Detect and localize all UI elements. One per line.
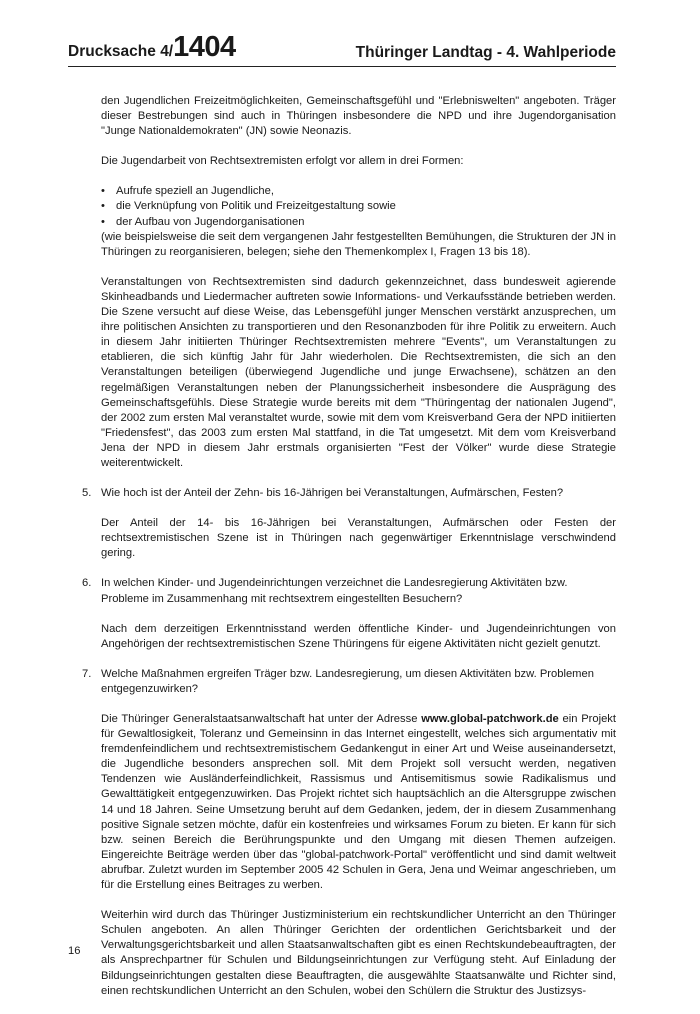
paragraph-forms: Die Jugendarbeit von Rechtsextremisten erfolgt vor allem in drei Formen: bbox=[101, 155, 464, 168]
paragraph-intro: den Jugendlichen Freizeitmöglichkeiten, Gemeinschaftsgefühl und "Erlebniswelten" angeboten. Träger dieser Bestrebungen sind auch in Thüringen insbesondere die NPD und ihre Jugendorganisation "Junge Nationaldemokraten" (JN) sowie Neonazis. bbox=[101, 95, 616, 138]
list-item: • die Verknüpfung von Politik und Freizeitgestaltung sowie bbox=[101, 199, 616, 214]
paragraph-events: Veranstaltungen von Rechtsextremisten sind dadurch gekennzeichnet, dass bundesweit agierende Skinheadbands und Liedermacher auftreten sowie Informations- und Verkaufsstände betrieben werden. Die Szene versucht auf diese Weise, das Lebensgefühl junger Menschen verstärkt anzusprechen, um ihre politischen Ansichten zu transportieren und den Resonanzboden für ihre Politik zu erweitern. Auch in diesem Jahr initiierten Thüringer Rechtsextremisten mehrere "Events", um Veranstaltungen zu etablieren, die sich künftig Jahr für Jahr wiederholen. Die Rechtsextremisten, die sich an den Veranstaltungen beteiligen (überwiegend Jugendliche und junge Erwachsene), schätzen an den regelmäßigen Veranstaltungen neben der Planungssicherheit insbesondere die Ausprägung des Gemeinschaftsgefühls. Diese Strategie wurde bereits mit dem "Thüringentag der nationalen Jugend", der 2002 zum ersten Mal veranstaltet wurde, sowie mit dem vom Kreisverband Gera der NPD initiierten "Friedensfest", das 2003 zum ersten Mal stattfand, in die Tat umgesetzt. Mit dem vom Kreisverband Jena der NPD in diesem Jahr erstmals organisierten "Fest der Völker" wurde diese Strategie weiterentwickelt. bbox=[101, 275, 616, 469]
document-prefix: Drucksache 4/ bbox=[68, 43, 174, 60]
question-text: Welche Maßnahmen ergreifen Träger bzw. Landesregierung, um diesen Aktivitäten bzw. Problemen entgegenzuwirken? bbox=[101, 667, 594, 695]
paragraph-reorganization: (wie beispielsweise die seit dem vergangenen Jahr festgestellten Bemühungen, die Strukturen der JN in Thüringen zu reorganisieren, belegen; siehe den Themenkomplex I, Fragen 13 bis 18). bbox=[101, 230, 616, 258]
spacer bbox=[101, 169, 616, 184]
answer-text: ein Projekt für Gewaltlosigkeit, Toleranz und Gemeinsinn in das Internet eingestellt, welches sich argumentativ mit fremdenfeindlichem und rechtsextremistischem Gedankengut in einer Art und Weise auseinandersetzt, die Jugendliche besonders ansprechen soll. Mit dem Projekt soll versucht werden, negativen Tendenzen wie Ausländerfeindlichkeit, Rassismus und Antisemitismus sowie Radikalismus und Gewalttätigkeit entgegenzuwirken. Das Projekt richtet sich hauptsächlich an die Altersgruppe zwischen 14 und 18 Jahren. Seine Umsetzung beruht auf dem Gedanken, jedem, der in diesem Zusammenhang positive Signale setzen möchte, dafür ein kostenfreies und wirksames Forum zu bieten. Er kann für sich bzw. seinen Bereich die Berührungspunkte und den Umgang mit diesen Themen aufzeigen. Eingereichte Beiträge werden über das "global-patchwork-Portal" veröffentlicht und sind damit weltweit abrufbar. Zuletzt wurden im September 2005 42 Schulen in Gera, Jena und Weimar angeschrieben, um für die Erstellung eines Beitrages zu werben. bbox=[101, 713, 617, 892]
answer-text: Die Thüringer Generalstaatsanwaltschaft hat unter der Adresse bbox=[101, 713, 422, 725]
question-number: 5. bbox=[82, 487, 92, 500]
question-text: In welchen Kinder- und Jugendeinrichtungen verzeichnet die Landesregierung Aktivitäten bzw. Probleme im Zusammenhang mit rechtsextrem eingestellten Besuchern? bbox=[101, 577, 568, 605]
page-number: 16 bbox=[68, 945, 81, 957]
page-header bbox=[68, 28, 616, 66]
question-5 bbox=[82, 486, 616, 501]
answer-6: Nach dem derzeitigen Erkenntnisstand werden öffentliche Kinder- und Jugendeinrichtungen von Angehörigen der rechtsextremistischen Szene Thüringens für eigene Aktivitäten nicht gezielt genutzt. bbox=[101, 622, 616, 650]
list-item: • der Aufbau von Jugendorganisationen bbox=[101, 215, 616, 230]
document-reference bbox=[68, 33, 236, 62]
document-body bbox=[82, 94, 617, 1014]
answer-5: Der Anteil der 14- bis 16-Jährigen bei Veranstaltungen, Aufmärschen oder Festen der rechtsextremistischen Szene ist in Thüringen nach gegenwärtiger Erkenntnislage verschwindend gering. bbox=[101, 517, 616, 560]
document-number: 1404 bbox=[173, 31, 236, 63]
question-text: Wie hoch ist der Anteil der Zehn- bis 16-Jährigen bei Veranstaltungen, Aufmärschen, Festen? bbox=[101, 487, 564, 500]
parliament-title: Thüringer Landtag - 4. Wahlperiode bbox=[355, 44, 616, 61]
answer-7 bbox=[101, 712, 616, 893]
header-divider bbox=[68, 66, 616, 67]
question-6 bbox=[82, 576, 616, 606]
project-url: www.global-patchwork.de bbox=[421, 713, 559, 725]
question-7 bbox=[82, 667, 616, 697]
question-number: 6. bbox=[82, 577, 92, 590]
bullet-list bbox=[101, 184, 616, 229]
question-number: 7. bbox=[82, 667, 92, 680]
answer-7-continued: Weiterhin wird durch das Thüringer Justizministerium ein rechtskundlicher Unterricht an den Thüringer Schulen angeboten. An allen Thüringer Gerichten der ordentlichen Gerichtsbarkeit und der Verwaltungsgerichtsbarkeit und allen Staatsanwaltschaften gibt es einen Rechtskundebeauftragten, der als Ansprechpartner für Schulen und Bildungseinrichtungen zur Verfügung steht. Auf Einladung der Bildungseinrichtungen gestalten diese Beauftragten, die ausgewählte Staatsanwälte und Richter sind, einen rechtskundlichen Unterricht an den Schulen, wobei den Schülern die Struktur des Justizsys- bbox=[101, 909, 616, 997]
list-item: • Aufrufe speziell an Jugendliche, bbox=[101, 184, 616, 199]
